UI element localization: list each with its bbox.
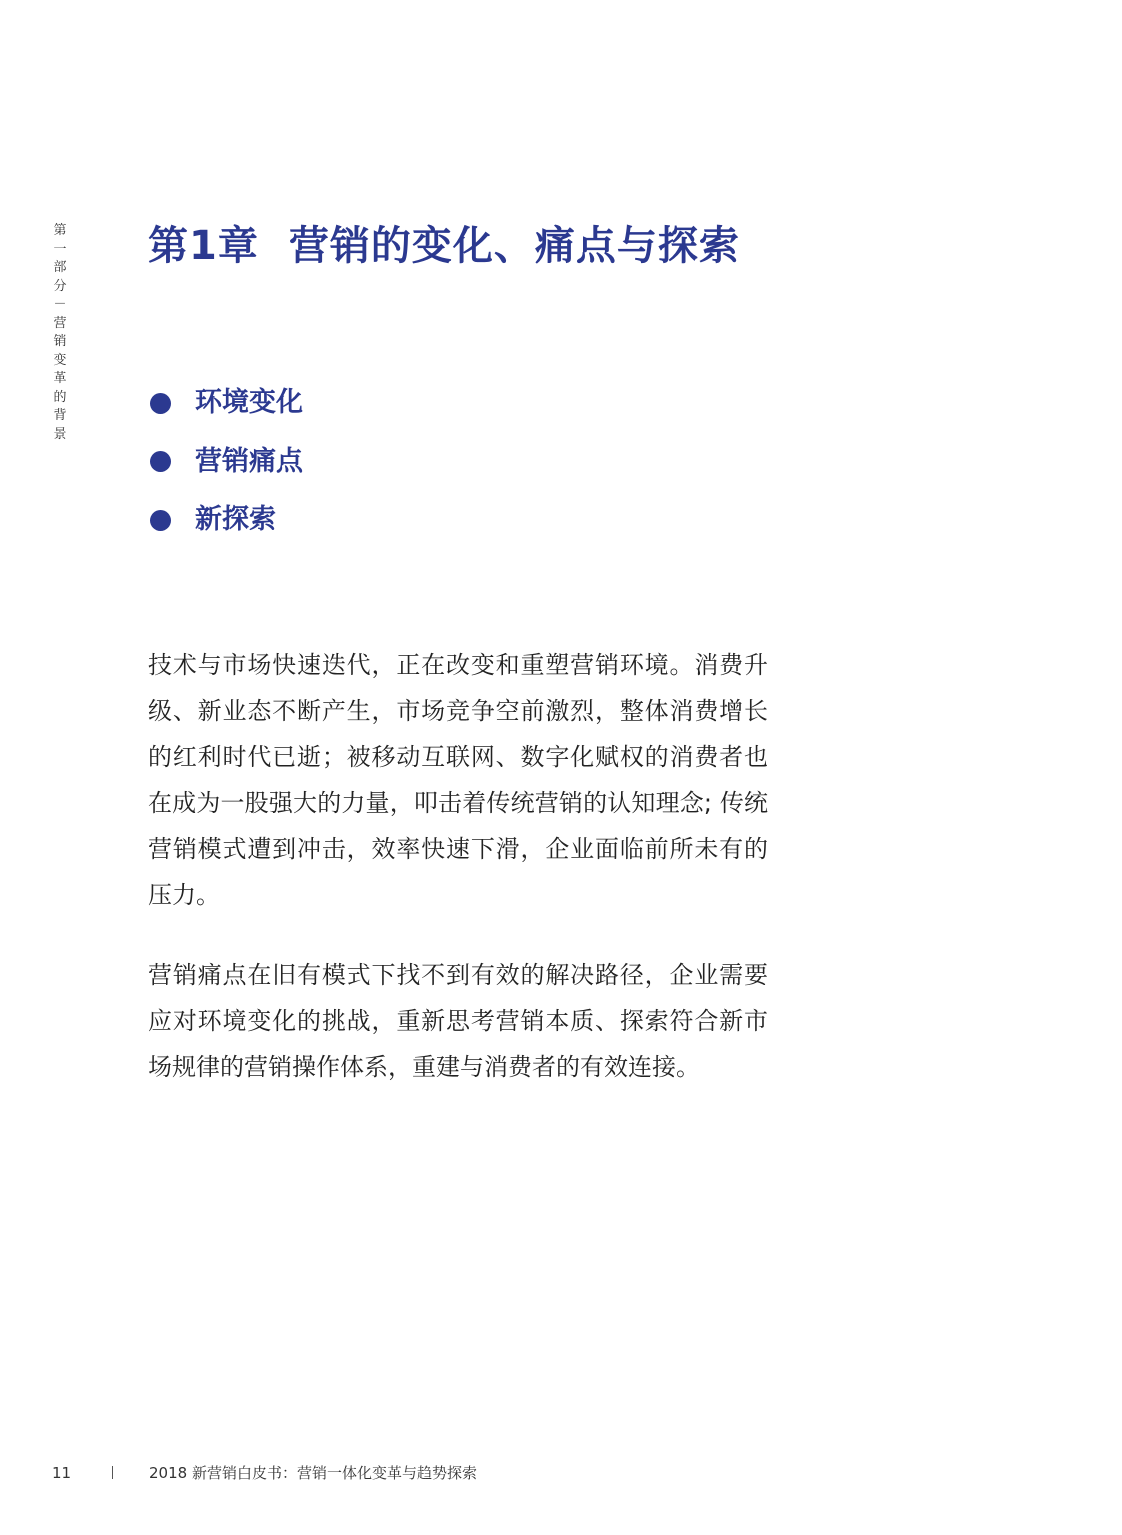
topic-list [150, 374, 303, 550]
topic-label: 环境变化 [195, 387, 303, 419]
book-title: 2018 新营销白皮书：营销一体化变革与趋势探索 [149, 1464, 477, 1482]
topic-label: 新探索 [195, 504, 276, 536]
footer-divider [112, 1466, 113, 1479]
chapter-number: 第1章 [148, 223, 259, 269]
page-number: 11 [52, 1463, 72, 1482]
topic-item [150, 374, 303, 433]
section-side-label: 第一部分－营销变革的背景 [53, 223, 67, 442]
bullet-dot-icon [150, 451, 171, 472]
topic-item [150, 433, 303, 492]
topic-label: 营销痛点 [195, 445, 303, 477]
body-paragraph: 技术与市场快速迭代，正在改变和重塑营销环境。消费升级、新业态不断产生，市场竞争空前激烈，整体消费增长的红利时代已逝；被移动互联网、数字化赋权的消费者也在成为一股强大的力量，叩击着传统营销的认知理念; 传统营销模式遭到冲击，效率快速下滑，企业面临前所未有的压力。 [148, 651, 768, 909]
bullet-dot-icon [150, 510, 171, 531]
topic-item [150, 491, 303, 550]
bullet-dot-icon [150, 393, 171, 414]
chapter-title-text: 营销的变化、痛点与探索 [288, 223, 740, 269]
chapter-title [148, 218, 740, 274]
body-paragraph: 营销痛点在旧有模式下找不到有效的解决路径，企业需要应对环境变化的挑战，重新思考营销本质、探索符合新市场规律的营销操作体系，重建与消费者的有效连接。 [148, 961, 768, 1081]
page-footer [52, 1462, 477, 1483]
body-text [148, 642, 768, 1124]
